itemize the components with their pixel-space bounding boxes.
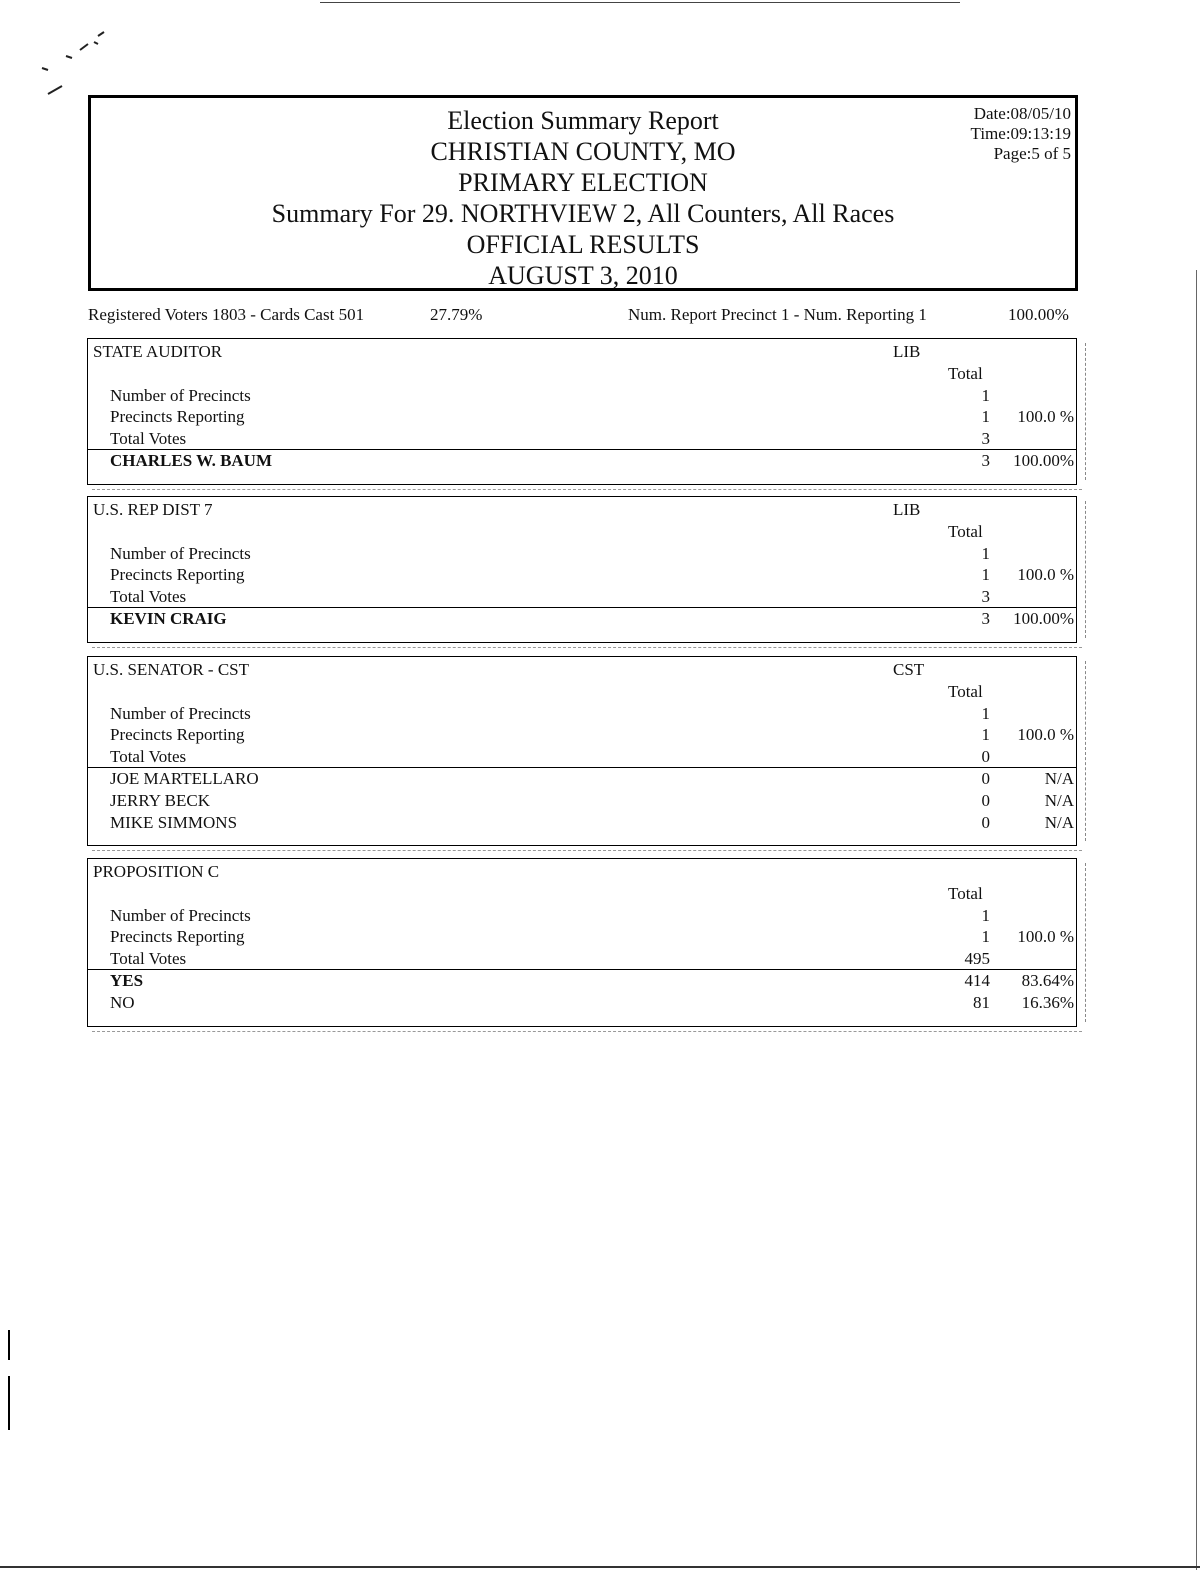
precincts-reporting-summary: Num. Report Precinct 1 - Num. Reporting 1: [628, 305, 927, 324]
scan-edge: [1081, 661, 1086, 841]
stat-label: Total Votes: [110, 949, 187, 969]
election-date: AUGUST 3, 2010: [488, 261, 678, 290]
stat-value: 1: [981, 385, 990, 405]
official-results: OFFICIAL RESULTS: [466, 230, 700, 259]
scan-edge: [1081, 501, 1086, 638]
candidate-name: CHARLES W. BAUM: [110, 451, 273, 470]
stat-label: Number of Precincts: [110, 543, 251, 563]
margin-mark: [8, 1376, 10, 1430]
scan-underline: [92, 489, 1082, 490]
candidate-percent: N/A: [1044, 790, 1074, 810]
party-label: LIB: [893, 342, 921, 361]
stat-label: Precincts Reporting: [110, 407, 245, 427]
stat-value: 3: [981, 587, 990, 607]
candidate-name: YES: [110, 971, 144, 990]
candidate-votes: 3: [981, 451, 990, 470]
candidate-votes: 414: [964, 971, 990, 990]
total-header: Total: [948, 521, 983, 541]
stat-label: Precincts Reporting: [110, 725, 245, 745]
page-number: Page:5 of 5: [993, 144, 1071, 163]
stat-value: 1: [981, 725, 990, 745]
votes-divider: [88, 969, 1076, 970]
candidate-name: JOE MARTELLARO: [110, 769, 259, 788]
turnout-percent: 27.79%: [430, 305, 483, 324]
scan-right-edge: [1196, 270, 1197, 1570]
candidate-votes: 0: [981, 812, 990, 832]
stat-label: Total Votes: [110, 587, 187, 607]
party-label: CST: [893, 660, 925, 679]
candidate-percent: 16.36%: [1021, 992, 1074, 1012]
party-label: LIB: [893, 500, 921, 519]
candidate-votes: 3: [981, 609, 990, 628]
scan-underline: [92, 647, 1082, 648]
candidate-percent: N/A: [1044, 769, 1074, 788]
report-time: Time:09:13:19: [970, 124, 1071, 143]
candidate-name: KEVIN CRAIG: [110, 609, 227, 628]
total-header: Total: [948, 363, 983, 383]
votes-divider: [88, 607, 1076, 608]
stat-value: 0: [981, 747, 990, 767]
candidate-percent: N/A: [1044, 812, 1074, 832]
race-title: U.S. REP DIST 7: [93, 500, 213, 519]
stat-percent: 100.0 %: [1017, 565, 1074, 585]
candidate-name: MIKE SIMMONS: [110, 812, 238, 832]
candidate-percent: 83.64%: [1021, 971, 1074, 990]
race-title: PROPOSITION C: [93, 862, 220, 881]
candidate-percent: 100.00%: [1013, 609, 1074, 628]
stat-percent: 100.0 %: [1017, 725, 1074, 745]
reporting-percent: 100.00%: [1008, 305, 1069, 324]
report-date: Date:08/05/10: [973, 104, 1071, 123]
stat-label: Precincts Reporting: [110, 565, 245, 585]
margin-mark: [8, 1330, 10, 1360]
stat-value: 3: [981, 429, 990, 449]
stat-value: 1: [981, 905, 990, 925]
stat-percent: 100.0 %: [1017, 927, 1074, 947]
candidate-votes: 81: [973, 992, 990, 1012]
scan-bottom-edge: [0, 1566, 1200, 1568]
stat-value: 1: [981, 703, 990, 723]
election-type: PRIMARY ELECTION: [458, 168, 708, 197]
stat-label: Number of Precincts: [110, 385, 251, 405]
total-header: Total: [948, 883, 983, 903]
race-box: [87, 858, 1077, 1027]
race-box: [87, 496, 1077, 643]
scan-underline: [92, 850, 1082, 851]
race-title: STATE AUDITOR: [93, 342, 223, 361]
stat-value: 1: [981, 543, 990, 563]
stat-label: Precincts Reporting: [110, 927, 245, 947]
stat-value: 1: [981, 407, 990, 427]
stat-value: 1: [981, 927, 990, 947]
stat-label: Number of Precincts: [110, 703, 251, 723]
candidate-votes: 0: [981, 790, 990, 810]
scan-top-edge: [320, 2, 960, 3]
scan-edge: [1081, 863, 1086, 1022]
stat-value: 495: [964, 949, 990, 969]
candidate-percent: 100.00%: [1013, 451, 1074, 470]
race-box: [87, 338, 1077, 485]
stat-percent: 100.0 %: [1017, 407, 1074, 427]
stat-value: 1: [981, 565, 990, 585]
report-title: Election Summary Report: [447, 106, 719, 135]
stat-label: Number of Precincts: [110, 905, 251, 925]
scan-underline: [92, 1031, 1082, 1032]
county-name: CHRISTIAN COUNTY, MO: [430, 137, 736, 166]
summary-for: Summary For 29. NORTHVIEW 2, All Counters, All Races: [271, 199, 895, 228]
registered-voters: Registered Voters 1803 - Cards Cast 501: [88, 305, 365, 324]
total-header: Total: [948, 681, 983, 701]
candidate-name: JERRY BECK: [110, 790, 210, 810]
stat-label: Total Votes: [110, 429, 187, 449]
race-box: [87, 656, 1077, 846]
candidate-name: NO: [110, 992, 135, 1012]
race-title: U.S. SENATOR - CST: [93, 660, 250, 679]
report-header: [88, 95, 1078, 291]
scan-edge: [1081, 343, 1086, 480]
pen-mark-scribble: [36, 28, 116, 98]
candidate-votes: 0: [981, 769, 990, 788]
stat-label: Total Votes: [110, 747, 187, 767]
